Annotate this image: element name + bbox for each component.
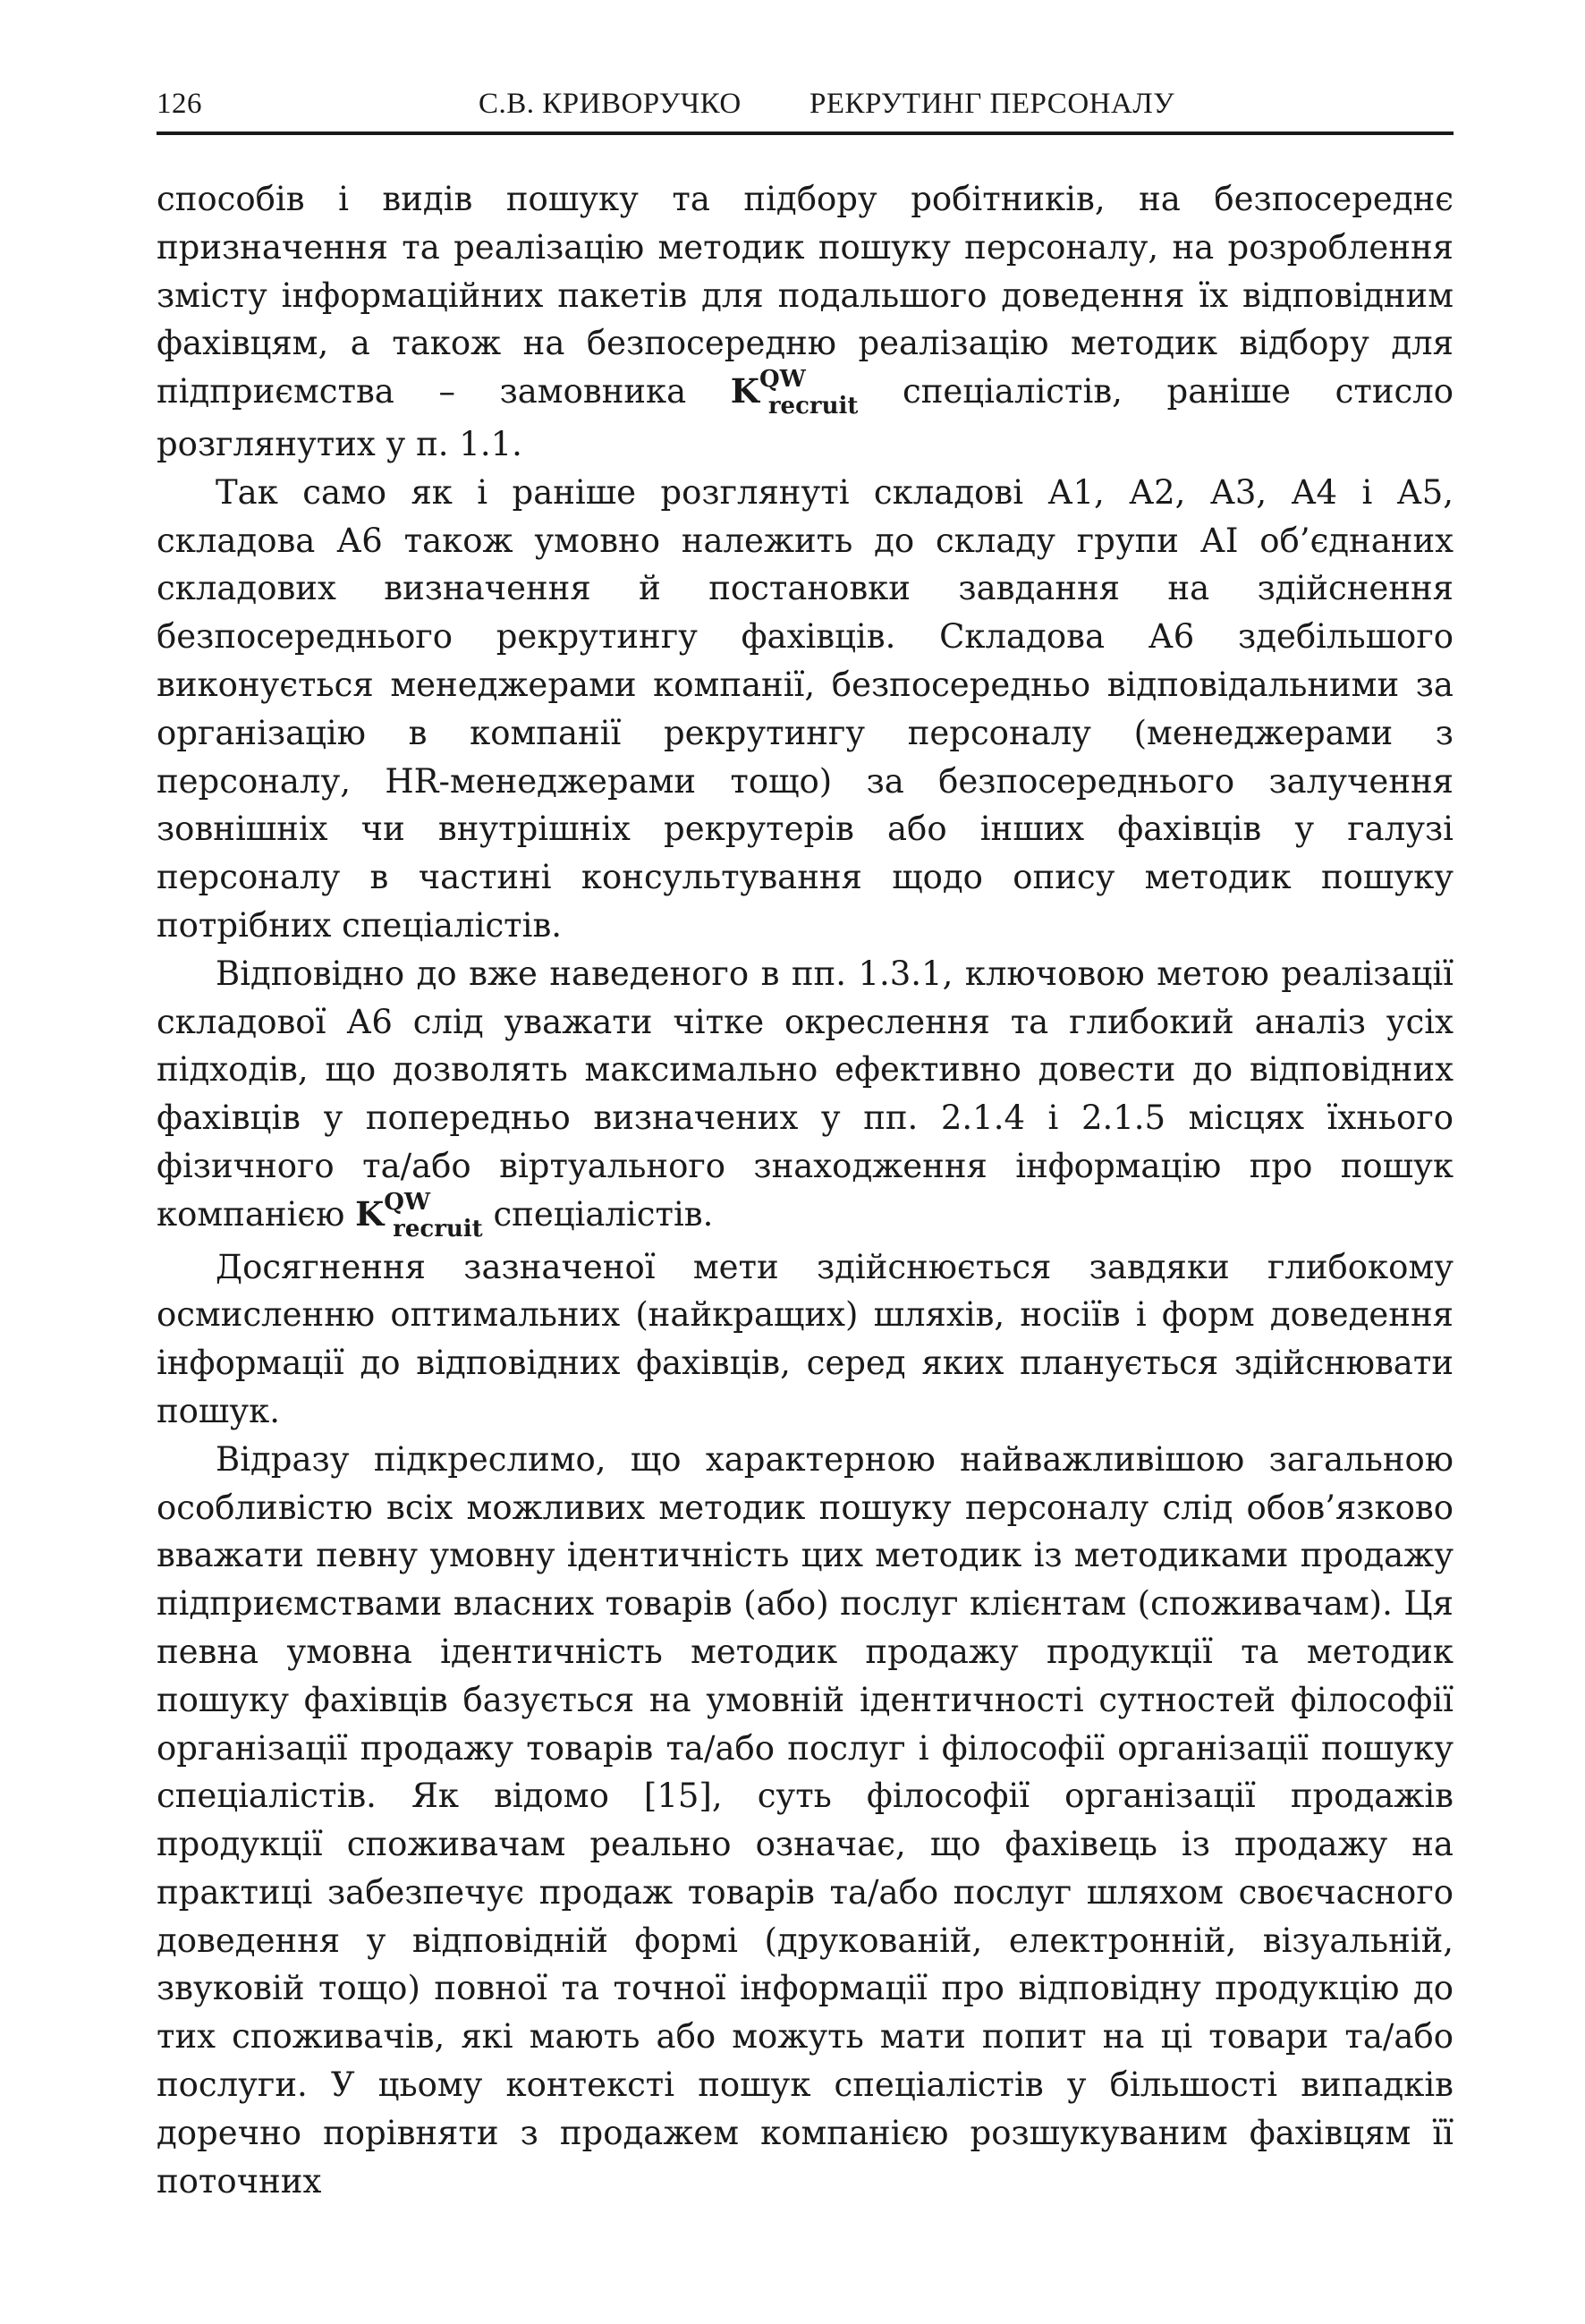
formula-superscript-2: QW xyxy=(384,1188,431,1216)
formula-superscript: QW xyxy=(759,366,806,394)
page-number: 126 xyxy=(157,88,202,120)
formula-subscript-2: recruit xyxy=(393,1215,483,1243)
paragraph-5: Відразу підкреслимо, що характерною найважливішою загальною особливістю всіх можливих методик пошуку персоналу слід обов’язково вважати певну умовну ідентичність цих методик із методиками продажу підприємствами власних товарів (або) послуг клієнтам (споживачам). Ця певна умовна ідентичність методик продажу продукції та методик пошуку фахівців базується на умовній ідентичності сутностей філософії організації продажу товарів та/або послуг і філософії організації пошуку спеціалістів. Як відомо [15], суть філософії організації продажів продукції споживачам реально означає, що фахівець із продажу на практиці забезпечує продаж товарів та/або послуг шляхом своєчасного доведення у відповідній формі (друкованій, електронній, візуальній, звуковій тощо) повної та точної інформації про відповідну продукцію до тих споживачів, які мають або можуть мати попит на ці товари та/або послуги. У цьому контексті пошук спеціалістів у більшості випадків доречно порівняти з продажем компанією розшукуваним фахівцям її поточних xyxy=(157,1439,1454,2201)
header-book-title: РЕКРУТИНГ ПЕРСОНАЛУ xyxy=(809,88,1175,120)
paragraph-1-text-a: способів і видів пошуку та підбору робітників, на безпосереднє призначення та реалізацію методик пошуку персоналу, на розроблення змісту інформаційних пакетів для подальшого доведення їх відповідним фахівцям, а також на безпосередню реалізацію методик відбору для підприємства – замовника xyxy=(157,180,1454,411)
paragraph-1 xyxy=(157,175,1454,469)
body-text xyxy=(157,175,1454,2205)
paragraph-3-text-b: спеціалістів. xyxy=(482,1194,714,1234)
header-author: С.В. КРИВОРУЧКО xyxy=(479,88,742,120)
formula-k-qw-recruit-2 xyxy=(355,1188,483,1243)
formula-k-qw-recruit xyxy=(730,366,859,420)
formula-base: K xyxy=(730,371,759,411)
paragraph-1-text-b: спеціалістів, раніше стисло розглянутих у п. 1.1. xyxy=(157,372,1454,463)
running-header xyxy=(157,88,1454,129)
header-rule xyxy=(157,131,1454,135)
formula-subscript: recruit xyxy=(767,393,859,420)
paragraph-4: Досягнення зазначеної мети здійснюється завдяки глибокому осмисленню оптимальних (найкращих) шляхів, носіїв і форм доведення інформації до відповідних фахівців, серед яких планується здійснювати пошук. xyxy=(157,1247,1454,1430)
paragraph-3-text-a: Відповідно до вже наведеного в пп. 1.3.1, ключовою метою реалізації складової А6 слід уважати чітке окреслення та глибокий аналіз усіх підходів, що дозволять максимально ефективно довести до відповідних фахівців у попередньо визначених у пп. 2.1.4 і 2.1.5 місцях їхнього фізичного та/або віртуального знаходження інформацію про пошук компанією xyxy=(157,954,1454,1234)
paragraph-3 xyxy=(157,950,1454,1243)
formula-base-2: K xyxy=(355,1193,385,1234)
paragraph-2: Так само як і раніше розглянуті складові А1, А2, А3, А4 і А5, складова А6 також умовно належить до складу групи АІ об’єднаних складових визначення й постановки завдання на здійснення безпосереднього рекрутингу фахівців. Складова А6 здебільшого виконується менеджерами компанії, безпосередньо відповідальними за організацію в компанії рекрутингу персоналу (менеджерами з персоналу, HR-менеджерами тощо) за безпосереднього залучення зовнішніх чи внутрішніх рекрутерів або інших фахівців у галузі персоналу в частині консультування щодо опису методик пошуку потрібних спеціалістів. xyxy=(157,472,1454,945)
